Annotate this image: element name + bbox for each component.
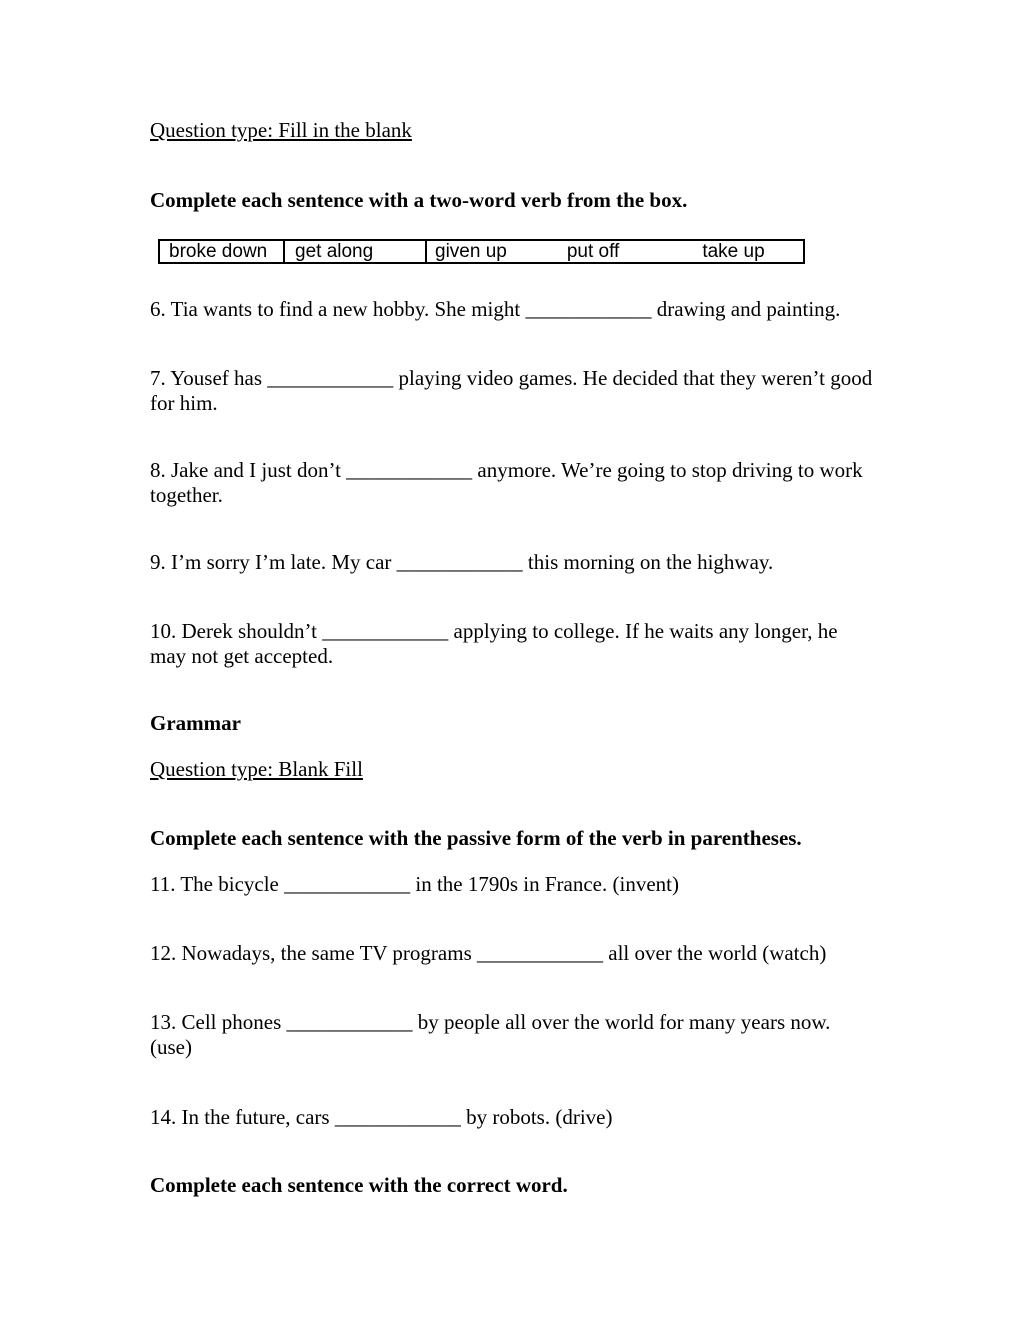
question-6: 6. Tia wants to find a new hobby. She might ____________ drawing and painting.: [150, 297, 841, 321]
word-box-item-put-off: put off: [566, 241, 620, 262]
word-box-group-cell: [427, 241, 803, 262]
question-14: 14. In the future, cars ____________ by robots. (drive): [150, 1105, 613, 1129]
word-box-item-get-along: get along: [285, 241, 427, 262]
word-box-item-broke-down: broke down: [160, 241, 285, 262]
instruction-passive-form: Complete each sentence with the passive form of the verb in parentheses.: [150, 826, 802, 850]
instruction-two-word-verb: Complete each sentence with a two-word verb from the box.: [150, 188, 688, 212]
question-7: 7. Yousef has ____________ playing video games. He decided that they weren’t good for him.: [150, 366, 873, 415]
question-11: 11. The bicycle ____________ in the 1790s in France. (invent): [150, 872, 679, 896]
grammar-section-heading: Grammar: [150, 711, 241, 735]
question-type-heading-fill-in-the-blank: Question type: Fill in the blank: [150, 118, 412, 142]
word-box: [158, 239, 805, 264]
question-12: 12. Nowadays, the same TV programs ____________ all over the world (watch): [150, 941, 827, 965]
question-13: 13. Cell phones ____________ by people all over the world for many years now. (use): [150, 1010, 831, 1059]
instruction-correct-word: Complete each sentence with the correct word.: [150, 1173, 568, 1197]
question-9: 9. I’m sorry I’m late. My car ____________ this morning on the highway.: [150, 550, 774, 574]
word-box-item-take-up: take up: [702, 241, 765, 262]
question-type-heading-blank-fill: Question type: Blank Fill: [150, 757, 363, 781]
question-8: 8. Jake and I just don’t ____________ anymore. We’re going to stop driving to work together.: [150, 458, 863, 507]
question-10: 10. Derek shouldn’t ____________ applying to college. If he waits any longer, he may not get accepted.: [150, 619, 838, 668]
word-box-item-given-up: given up: [435, 241, 507, 262]
